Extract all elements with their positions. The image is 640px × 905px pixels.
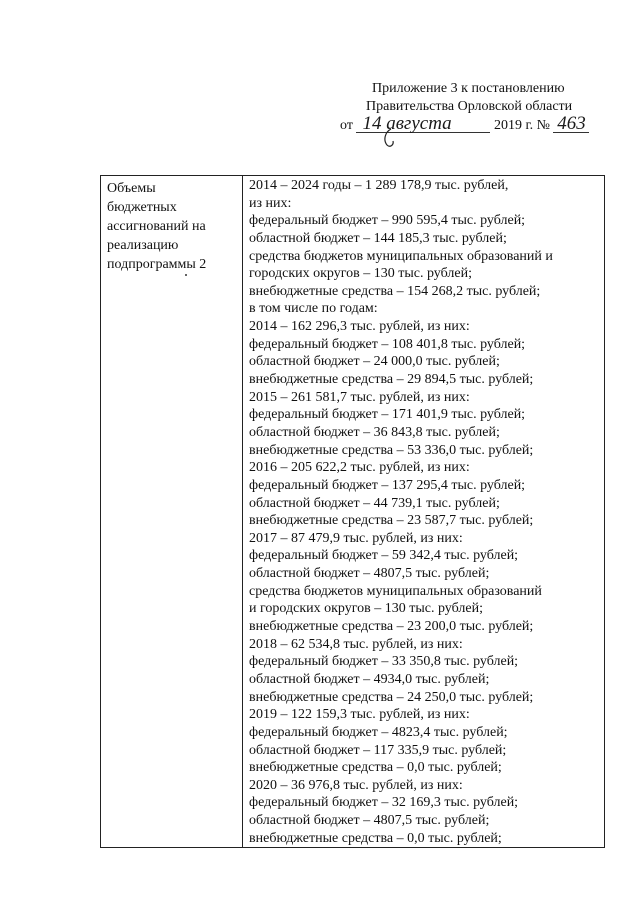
funding-line: городских округов – 130 тыс. рублей; xyxy=(249,266,472,282)
funding-line: средства бюджетов муниципальных образований и xyxy=(249,248,553,264)
funding-line: внебюджетные средства – 23 587,7 тыс. рублей; xyxy=(249,513,534,529)
appendix-title: Приложение 3 к постановлению xyxy=(372,81,565,96)
funding-line: областной бюджет – 24 000,0 тыс. рублей; xyxy=(249,354,500,370)
funding-line: федеральный бюджет – 137 295,4 тыс. рублей; xyxy=(249,477,526,493)
funding-line: областной бюджет – 44 739,1 тыс. рублей; xyxy=(249,495,500,511)
funding-line: федеральный бюджет – 59 342,4 тыс. рублей; xyxy=(249,548,519,564)
government-name: Правительства Орловской области xyxy=(366,99,573,114)
resolution-date-line xyxy=(340,113,630,135)
funding-line: 2017 – 87 479,9 тыс. рублей, из них: xyxy=(249,530,463,546)
funding-line: областной бюджет – 4807,5 тыс. рублей; xyxy=(249,566,490,582)
funding-line: и городских округов – 130 тыс. рублей; xyxy=(249,601,483,617)
label-line: бюджетных xyxy=(107,200,177,215)
label-line: реализацию xyxy=(107,238,179,253)
funding-line: областной бюджет – 4934,0 тыс. рублей; xyxy=(249,671,490,687)
funding-line: 2018 – 62 534,8 тыс. рублей, из них: xyxy=(249,636,463,652)
year-text: 2019 г. № xyxy=(493,118,550,133)
handwritten-date: 14 августа xyxy=(356,116,490,133)
funding-line: 2019 – 122 159,3 тыс. рублей, из них: xyxy=(249,707,470,723)
funding-label-cell xyxy=(101,176,243,848)
appendix-header xyxy=(340,80,630,135)
funding-line: областной бюджет – 4807,5 тыс. рублей; xyxy=(249,813,490,829)
funding-line: средства бюджетов муниципальных образований xyxy=(249,583,542,599)
funding-line: внебюджетные средства – 0,0 тыс. рублей; xyxy=(249,760,502,776)
funding-line: внебюджетные средства – 23 200,0 тыс. рублей; xyxy=(249,619,534,635)
funding-line: внебюджетные средства – 0,0 тыс. рублей; xyxy=(249,830,502,846)
funding-line: областной бюджет – 36 843,8 тыс. рублей; xyxy=(249,424,500,440)
funding-line: областной бюджет – 117 335,9 тыс. рублей; xyxy=(249,742,507,758)
funding-line: внебюджетные средства – 53 336,0 тыс. рублей; xyxy=(249,442,534,458)
funding-values-cell xyxy=(243,176,605,848)
funding-line: внебюджетные средства – 24 250,0 тыс. рублей; xyxy=(249,689,534,705)
handwritten-number: 463 xyxy=(553,116,589,133)
funding-line: федеральный бюджет – 32 169,3 тыс. рублей; xyxy=(249,795,519,811)
label-line: Объемы xyxy=(107,181,156,196)
funding-line: федеральный бюджет – 4823,4 тыс. рублей; xyxy=(249,724,508,740)
subprogram-funding-table xyxy=(100,175,605,848)
funding-line: федеральный бюджет – 171 401,9 тыс. рублей; xyxy=(249,407,526,423)
funding-line: из них: xyxy=(249,195,292,211)
funding-line: в том числе по годам: xyxy=(249,301,378,317)
funding-line: 2016 – 205 622,2 тыс. рублей, из них: xyxy=(249,460,470,476)
stray-mark xyxy=(107,274,238,280)
funding-line: федеральный бюджет – 33 350,8 тыс. рублей; xyxy=(249,654,519,670)
funding-line: федеральный бюджет – 990 595,4 тыс. рублей; xyxy=(249,213,526,229)
funding-line: внебюджетные средства – 154 268,2 тыс. рублей; xyxy=(249,283,541,299)
funding-line: 2014 – 162 296,3 тыс. рублей, из них: xyxy=(249,319,470,335)
funding-line: 2014 – 2024 годы – 1 289 178,9 тыс. рублей, xyxy=(249,178,509,193)
funding-line: 2020 – 36 976,8 тыс. рублей, из них: xyxy=(249,777,463,793)
label-line: подпрограммы 2 xyxy=(107,257,207,272)
label-line: ассигнований на xyxy=(107,219,206,234)
table-row xyxy=(101,176,605,848)
from-prefix: от xyxy=(340,118,353,133)
funding-line: федеральный бюджет – 108 401,8 тыс. рублей; xyxy=(249,336,526,352)
funding-line: областной бюджет – 144 185,3 тыс. рублей; xyxy=(249,230,507,246)
pen-stroke-icon xyxy=(381,128,397,148)
funding-line: внебюджетные средства – 29 894,5 тыс. рублей; xyxy=(249,372,534,388)
funding-line: 2015 – 261 581,7 тыс. рублей, из них: xyxy=(249,389,470,405)
